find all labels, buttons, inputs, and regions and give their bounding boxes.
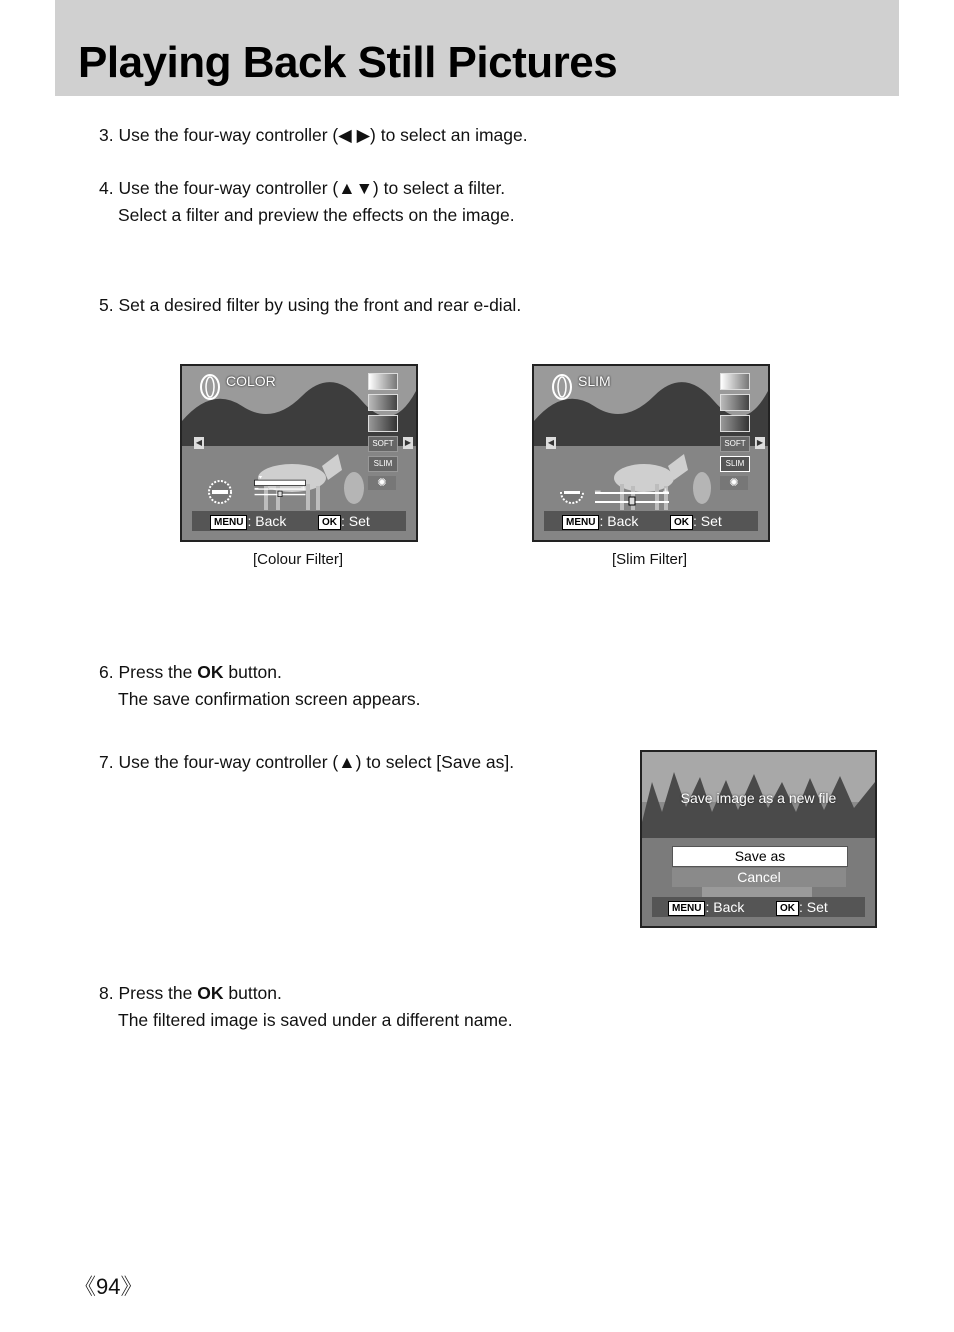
filter-slim[interactable]: SLIM <box>368 456 398 472</box>
save-confirmation-message: Save image as a new file <box>680 790 837 806</box>
star-filter-icon[interactable]: ✺ <box>368 476 396 490</box>
page-title: Playing Back Still Pictures <box>78 38 618 87</box>
slim-filter-caption: [Slim Filter] <box>612 551 687 568</box>
filter-mode-label: COLOR <box>226 373 276 389</box>
arrow-left-icon[interactable]: ◀ <box>547 438 555 447</box>
step-8: 8. Press the OK button. <box>99 983 282 1003</box>
slim-filter-screen <box>532 364 770 542</box>
step-6: 6. Press the OK button. <box>99 662 282 682</box>
colour-filter-caption: [Colour Filter] <box>253 551 344 568</box>
back-label: : Back <box>599 513 639 529</box>
set-label: : Set <box>341 513 370 529</box>
filter-swatch[interactable] <box>368 394 398 411</box>
filter-swatch[interactable] <box>368 415 398 432</box>
svg-text:−: − <box>594 487 602 497</box>
filter-slim[interactable]: SLIM <box>720 456 750 472</box>
lcd-bottom-bar <box>544 511 758 531</box>
step-7: 7. Use the four-way controller (▲) to select [Save as]. <box>99 752 515 772</box>
menu-button-chip: MENU <box>210 515 247 530</box>
slim-adjust-slider[interactable] <box>593 486 671 508</box>
filter-swatch[interactable] <box>720 373 750 390</box>
filter-lens-icon <box>552 374 572 400</box>
filter-list <box>368 373 398 490</box>
arrow-right-icon[interactable]: ▶ <box>756 438 764 447</box>
filter-lens-icon <box>200 374 220 400</box>
back-label: : Back <box>705 899 745 915</box>
filter-swatch[interactable] <box>368 373 398 390</box>
back-label: : Back <box>247 513 287 529</box>
svg-text:+: + <box>300 484 306 492</box>
color-adjust-slider[interactable] <box>241 476 319 498</box>
e-dial-icon <box>207 479 233 505</box>
set-label: : Set <box>799 899 828 915</box>
filter-swatch[interactable] <box>720 415 750 432</box>
cancel-option[interactable]: Cancel <box>672 868 846 887</box>
set-hint[interactable] <box>318 511 370 531</box>
ok-button-chip: OK <box>776 901 799 916</box>
step-3: 3. Use the four-way controller (◀ ▶) to select an image. <box>99 125 528 145</box>
menu-button-chip: MENU <box>668 901 705 916</box>
save-confirmation-screen <box>640 750 877 928</box>
filter-swatch[interactable] <box>720 394 750 411</box>
back-hint[interactable] <box>210 511 286 531</box>
menu-button-chip: MENU <box>562 515 599 530</box>
save-as-option[interactable]: Save as <box>672 846 848 867</box>
svg-text:+: + <box>662 487 670 497</box>
step-5: 5. Set a desired filter by using the front and rear e-dial. <box>99 295 522 315</box>
step-4-detail: Select a filter and preview the effects on the image. <box>118 205 515 225</box>
svg-text:−: − <box>253 484 260 492</box>
back-hint[interactable] <box>562 511 638 531</box>
e-dial-icon <box>559 479 585 505</box>
back-hint[interactable] <box>668 897 744 917</box>
arrow-right-icon[interactable]: ▶ <box>404 438 412 447</box>
step-6-detail: The save confirmation screen appears. <box>118 689 421 709</box>
page-number: 《94》 <box>74 1274 143 1299</box>
lcd-bottom-bar <box>192 511 406 531</box>
filter-list <box>720 373 750 490</box>
set-label: : Set <box>693 513 722 529</box>
filter-soft[interactable]: SOFT <box>368 436 398 452</box>
lcd-bottom-bar <box>652 897 865 917</box>
colour-filter-screen <box>180 364 418 542</box>
ok-button-chip: OK <box>318 515 341 530</box>
ok-button-chip: OK <box>670 515 693 530</box>
filter-mode-label: SLIM <box>578 373 611 389</box>
set-hint[interactable] <box>776 897 828 917</box>
arrow-left-icon[interactable]: ◀ <box>195 438 203 447</box>
set-hint[interactable] <box>670 511 722 531</box>
step-8-detail: The filtered image is saved under a different name. <box>118 1010 513 1030</box>
star-filter-icon[interactable]: ✺ <box>720 476 748 490</box>
step-4: 4. Use the four-way controller (▲▼) to select a filter. <box>99 178 506 198</box>
filter-soft[interactable]: SOFT <box>720 436 750 452</box>
